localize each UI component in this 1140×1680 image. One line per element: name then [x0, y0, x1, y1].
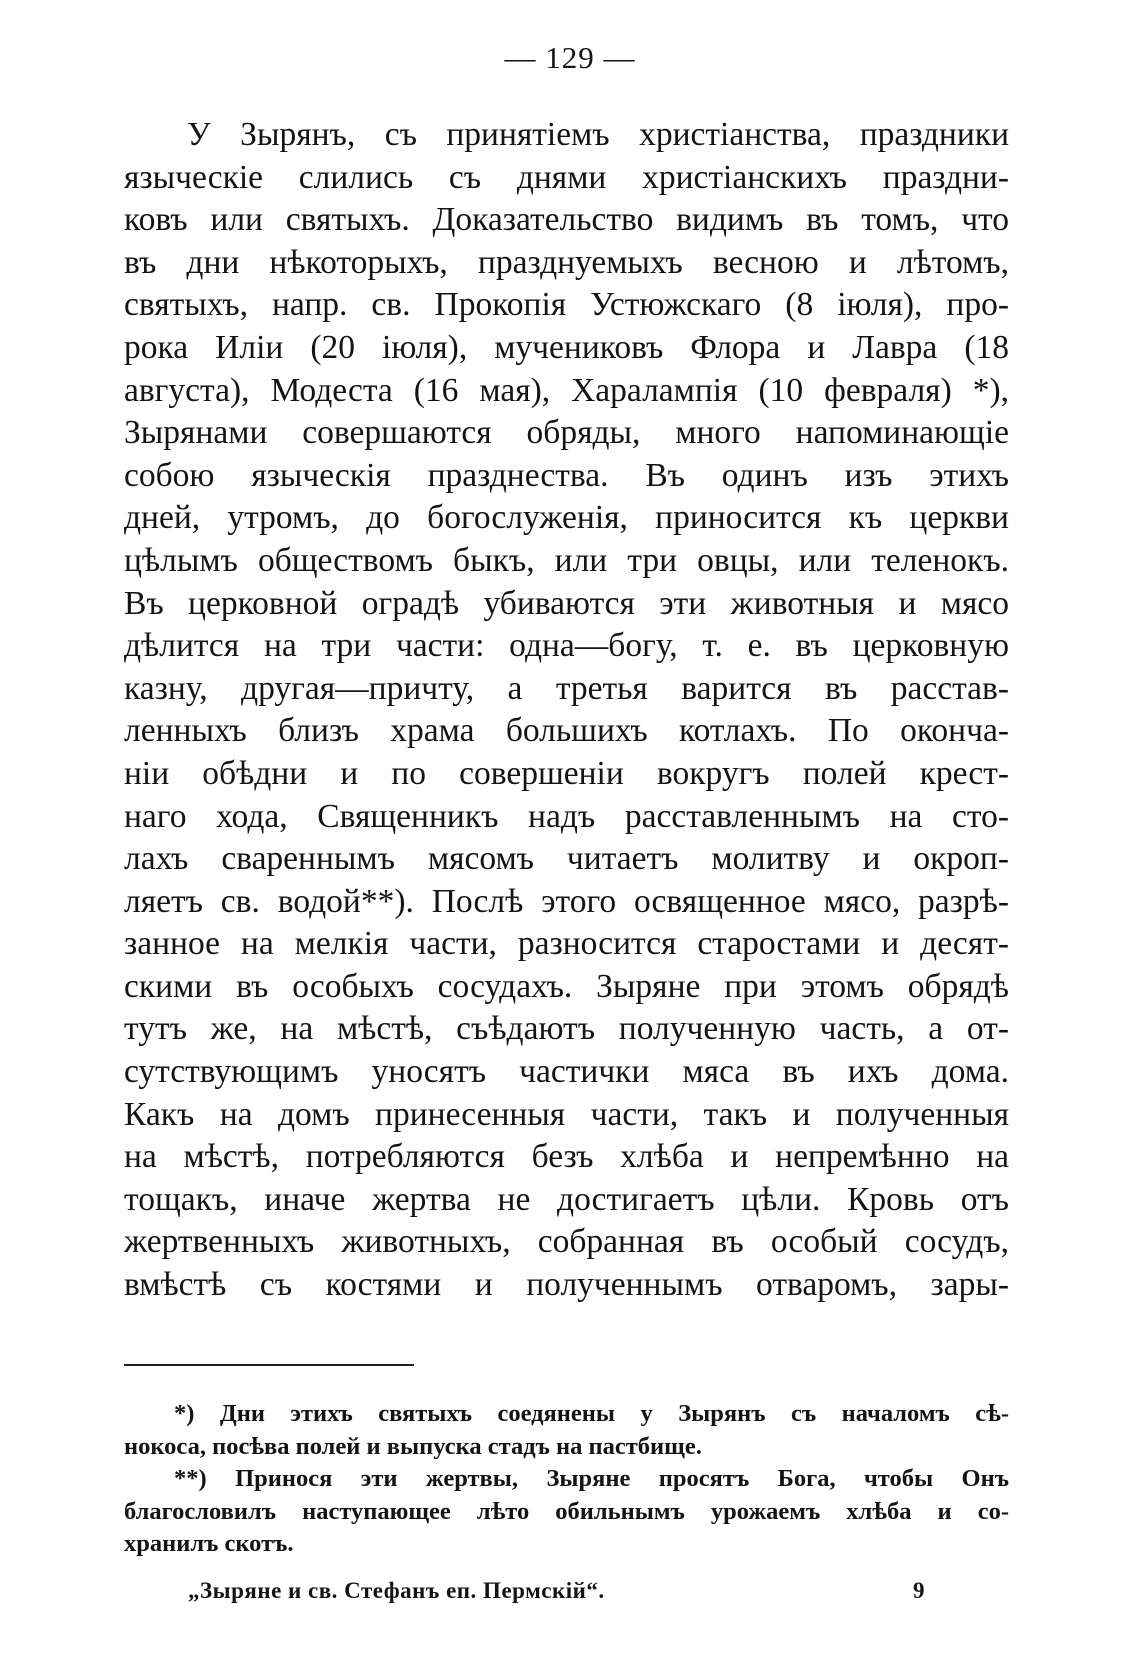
footnote-line: нокоса, посѣва полей и выпуска стадъ на пастбище.: [124, 1432, 702, 1460]
footnote-line: **) Принося эти жертвы, Зыряне просятъ Бога, чтобы Онъ: [174, 1465, 1009, 1492]
text-line: наго хода, Священникъ надъ расставленнымъ на сто-: [124, 797, 1009, 835]
page-number: — 129 —: [504, 40, 636, 75]
text-line: дѣлится на три части: одна—богу, т. е. въ церковную: [124, 627, 1009, 665]
text-line: Какъ на домъ принесенныя части, такъ и полученныя: [124, 1095, 1009, 1133]
text-line: дней, утромъ, до богослуженія, приносится къ церкви: [124, 499, 1009, 537]
footnote-line: благословилъ наступающее лѣто обильнымъ урожаемъ хлѣба и со-: [124, 1497, 1009, 1525]
text-line: рока Иліи (20 іюля), мучениковъ Флора и Лавра (18: [124, 328, 1009, 366]
text-line: жертвенныхъ животныхъ, собранная въ особый сосудъ,: [124, 1223, 1009, 1261]
text-line: скими въ особыхъ сосудахъ. Зыряне при этомъ обрядѣ: [124, 967, 1009, 1005]
text-line: казну, другая—причту, а третья варится въ расстав-: [124, 669, 1009, 707]
footnote-divider: [124, 1364, 414, 1366]
main-text: [124, 114, 1009, 1307]
text-line: тутъ же, на мѣстѣ, съѣдаютъ полученную часть, а от-: [124, 1010, 1009, 1048]
footnotes: [124, 1398, 1009, 1561]
text-line: вмѣстѣ съ костями и полученнымъ отваромъ, зары-: [124, 1266, 1009, 1304]
sheet-number: 9: [913, 1578, 925, 1603]
footnote-line: хранилъ скотъ.: [124, 1530, 294, 1557]
footnote-2: [124, 1463, 1009, 1561]
footnote-line: *) Дни этихъ святыхъ соедянены у Зырянъ съ началомъ сѣ-: [174, 1400, 1009, 1427]
footnote-1: [124, 1398, 1009, 1463]
text-line: Въ церковной оградѣ убиваются эти животныя и мясо: [124, 584, 1009, 622]
text-line: тощакъ, иначе жертва не достигаетъ цѣли. Кровь отъ: [124, 1180, 1009, 1218]
text-line: сутствующимъ уносятъ частички мяса въ ихъ дома.: [124, 1053, 1009, 1091]
text-line: языческіе слились съ днями христіанскихъ праздни-: [124, 158, 1009, 196]
text-line: августа), Модеста (16 мая), Харалампія (10 февраля) *),: [124, 371, 1009, 409]
text-line: ніи обѣдни и по совершеніи вокругъ полей крест-: [124, 754, 1009, 792]
text-line: на мѣстѣ, потребляются безъ хлѣба и непремѣнно на: [124, 1138, 1009, 1176]
text-line: ляетъ св. водой**). Послѣ этого освященное мясо, разрѣ-: [124, 882, 1009, 920]
text-line: Зырянами совершаются обряды, много напоминающіе: [124, 414, 1009, 452]
text-line: лахъ свареннымъ мясомъ читаетъ молитву и окроп-: [124, 840, 1009, 878]
text-line: У Зырянъ, съ принятіемъ христіанства, праздники: [187, 116, 1009, 153]
text-line: ленныхъ близъ храма большихъ котлахъ. По оконча-: [124, 712, 1009, 750]
text-line: святыхъ, напр. св. Прокопія Устюжскаго (8 іюля), про-: [124, 286, 1009, 324]
text-line: въ дни нѣкоторыхъ, празднуемыхъ весною и лѣтомъ,: [124, 243, 1009, 281]
sheet-signature: „Зыряне и св. Стефанъ еп. Пермскій“.: [188, 1578, 605, 1603]
text-line: цѣлымъ обществомъ быкъ, или три овцы, или теленокъ.: [124, 541, 1009, 579]
text-line: собою языческія празднества. Въ одинъ изъ этихъ: [124, 456, 1009, 494]
text-line: ковъ или святыхъ. Доказательство видимъ въ томъ, что: [124, 201, 1009, 239]
text-line: занное на мелкія части, разносится старостами и десят-: [124, 925, 1009, 963]
